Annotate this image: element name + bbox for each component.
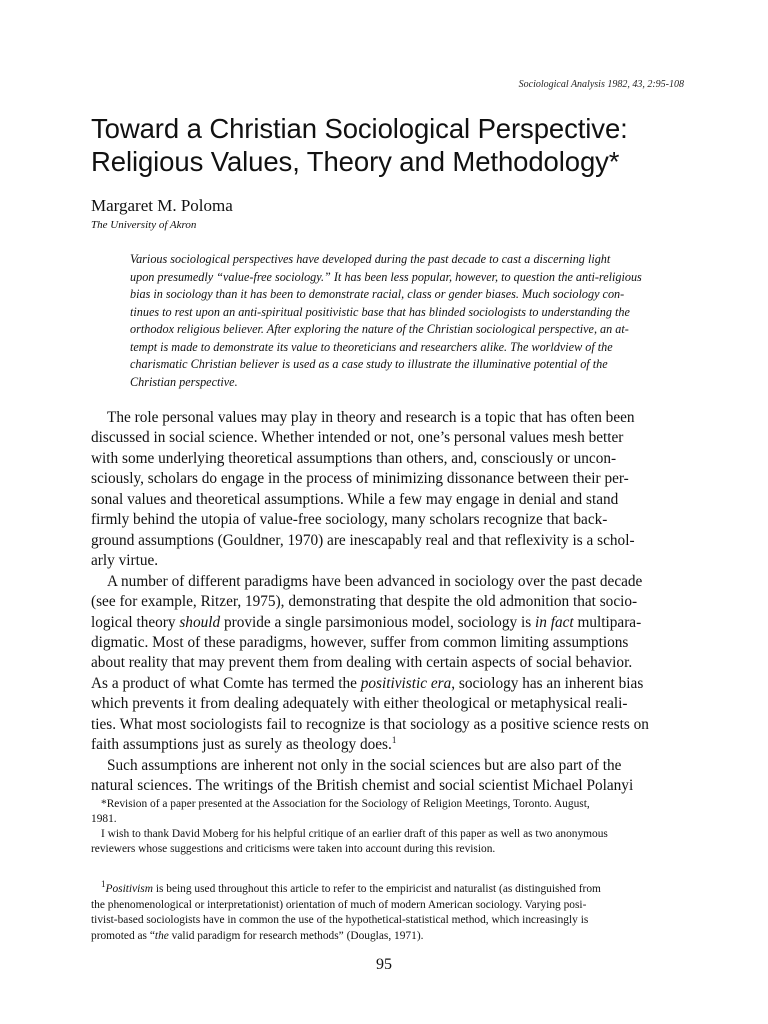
body-line: which prevents it from dealing adequately with either theological or metaphysical reali- xyxy=(91,695,628,713)
body-line xyxy=(91,674,686,694)
footnote-line: the phenomenological or interpretationist) orientation of much of modern American sociology. Varying posi- xyxy=(91,898,587,911)
footnote-line xyxy=(91,879,686,898)
abstract-line: Christian perspective. xyxy=(130,374,238,389)
body-line xyxy=(91,613,686,633)
text-run: faith assumptions just as surely as theology does. xyxy=(91,736,392,754)
body-line: The role personal values may play in theory and research is a topic that has often been xyxy=(107,409,635,426)
body-line: A number of different paradigms have been advanced in sociology over the past decade xyxy=(107,572,643,590)
footnote-line: I wish to thank David Moberg for his helpful critique of an earlier draft of this paper as well as two anonymous xyxy=(101,828,608,840)
footnote-line: 1981. xyxy=(91,813,117,825)
abstract-line: bias in sociology than it has been to demonstrate racial, class or gender biases. Much sociology con- xyxy=(130,287,625,301)
abstract-line: orthodox religious believer. After exploring the nature of the Christian sociological perspective, an at- xyxy=(130,322,629,336)
emphasis: Positivism xyxy=(105,883,153,895)
footnote-line: reviewers whose suggestions and criticisms were taken into account during this revision. xyxy=(91,843,496,855)
page-number: 95 xyxy=(376,956,392,973)
body-line: ground assumptions (Gouldner, 1970) are inescapably real and that reflexivity is a schol- xyxy=(91,531,635,549)
journal-reference: Sociological Analysis 1982, 43, 2:95-108 xyxy=(518,79,684,90)
abstract-line: charismatic Christian believer is used as a case study to illustrate the illuminative potential of the xyxy=(130,357,608,371)
text-run: valid paradigm for research methods” (Douglas, 1971). xyxy=(168,929,424,942)
body-line: with some underlying theoretical assumptions than others, and, consciously or uncon- xyxy=(91,449,617,467)
author-name: Margaret M. Poloma xyxy=(91,196,233,215)
body-line: discussed in social science. Whether intended or not, one’s personal values mesh better xyxy=(91,429,624,447)
footnote-1 xyxy=(91,879,686,944)
body-line: natural sciences. The writings of the British chemist and social scientist Michael Polanyi xyxy=(91,777,634,795)
text-run: provide a single parsimonious model, sociology is xyxy=(220,613,535,631)
emphasis: should xyxy=(179,613,221,631)
body-line xyxy=(91,735,686,755)
body-line: sciously, scholars do engage in the process of minimizing dissonance between their per- xyxy=(91,470,629,488)
body-line: sonal values and theoretical assumptions. While a few may engage in denial and stand xyxy=(91,490,619,508)
text-run: logical theory xyxy=(91,613,180,631)
acknowledgement-footnotes xyxy=(91,797,686,857)
abstract-line: upon presumedly “value-free sociology.” It has been less popular, however, to question the anti-religious xyxy=(130,269,642,284)
text-run: promoted as “ xyxy=(91,929,155,942)
text-run: As a product of what Comte has termed the xyxy=(91,674,361,692)
body-line: about reality that may prevent them from dealing with certain aspects of social behavior. xyxy=(91,654,633,672)
body-line: firmly behind the utopia of value-free sociology, many scholars recognize that back- xyxy=(91,511,608,529)
footnote-marker[interactable]: 1 xyxy=(391,735,397,746)
body-line: ties. What most sociologists fail to recognize is that sociology as a positive science rests on xyxy=(91,715,649,733)
footnote-line: tivist-based sociologists have in common the use of the hypothetical-statistical method, which increasingly is xyxy=(91,914,589,926)
body-line: arly virtue. xyxy=(91,552,159,570)
body-line: Such assumptions are inherent not only in the social sciences but are also part of the xyxy=(107,756,622,774)
text-run: multipara- xyxy=(573,613,642,631)
author-affiliation: The University of Akron xyxy=(91,219,197,231)
abstract-line: tinues to rest upon an anti-spiritual positivistic base that has blinded sociologists to understanding the xyxy=(130,304,630,319)
text-run: , sociology has an inherent bias xyxy=(451,674,644,692)
footnote-line xyxy=(91,929,686,945)
abstract-line: tempt is made to demonstrate its value to theoreticians and researchers alike. The worldview of the xyxy=(130,339,613,354)
emphasis: in fact xyxy=(534,613,574,631)
emphasis: positivistic era xyxy=(360,674,452,692)
body-text xyxy=(91,408,686,797)
footnote-line: *Revision of a paper presented at the Association for the Sociology of Religion Meetings, Toronto. August, xyxy=(101,798,590,810)
footnote-marker: 1 xyxy=(101,879,106,890)
article-title xyxy=(91,112,711,178)
body-line: digmatic. Most of these paradigms, however, suffer from common limiting assumptions xyxy=(91,633,629,651)
abstract-line: Various sociological perspectives have developed during the past decade to cast a discerning light xyxy=(130,252,611,266)
abstract xyxy=(130,251,682,391)
text-run: is being used throughout this article to refer to the empiricist and naturalist (as distinguished from xyxy=(152,883,601,895)
title-line: Toward a Christian Sociological Perspective: xyxy=(91,113,628,144)
title-line: Religious Values, Theory and Methodology* xyxy=(91,146,620,177)
body-line: (see for example, Ritzer, 1975), demonstrating that despite the old admonition that socio- xyxy=(91,593,638,611)
emphasis: the xyxy=(154,929,169,942)
